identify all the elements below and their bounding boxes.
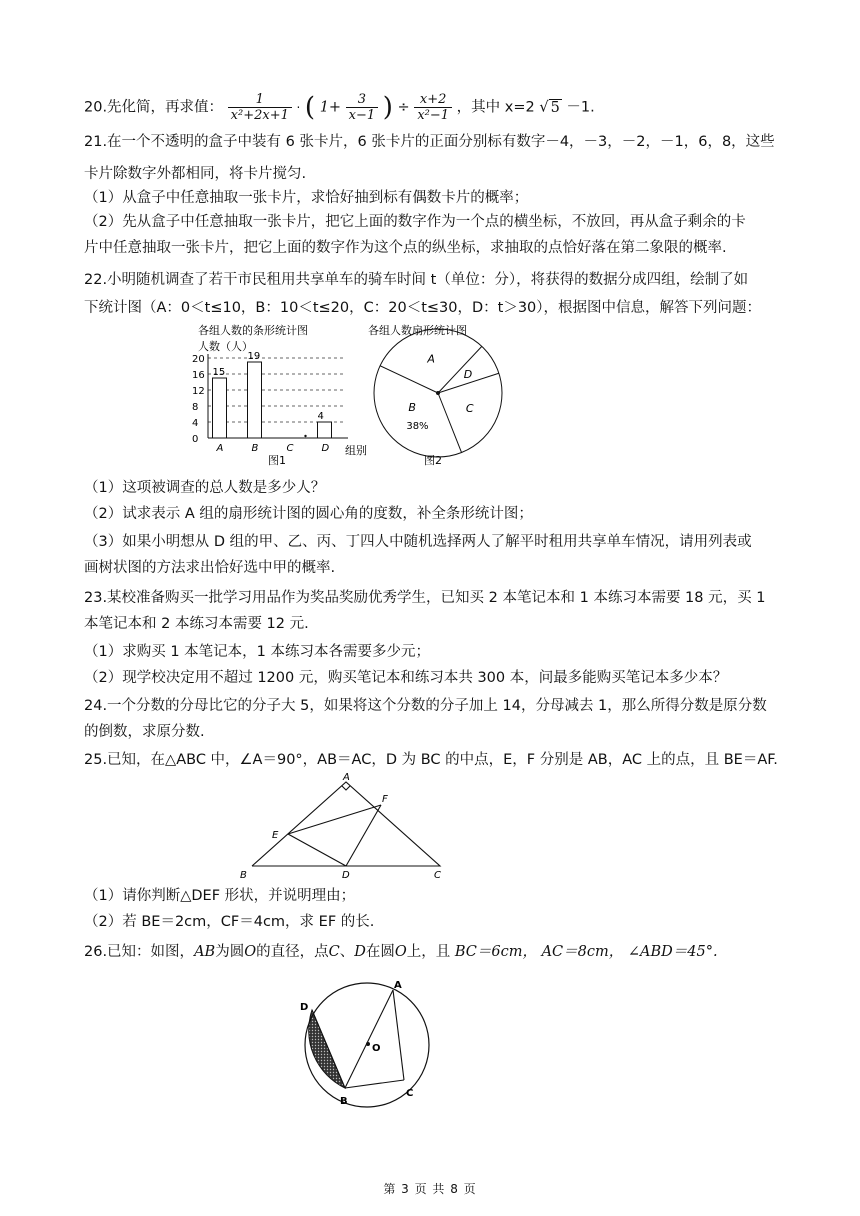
label-d: D (342, 870, 350, 881)
center-o (366, 1042, 370, 1046)
y-tick-label: 8 (192, 402, 199, 413)
y-tick-label: 0 (192, 434, 199, 445)
segment-ed (288, 834, 346, 866)
q21-part1: （1）从盒子中任意抽取一张卡片，求恰好抽到标有偶数卡片的概率； (84, 190, 529, 206)
diameter-ab (345, 990, 393, 1088)
label-c: C (434, 870, 441, 881)
q22-part3b: 画树状图的方法求出恰好选中甲的概率. (84, 560, 336, 576)
triangle-abc (252, 782, 440, 866)
q20-fraction-3: $\frac{x+2}{\text{x²−1}}$ (414, 92, 452, 123)
label-c: C (406, 1088, 414, 1099)
pie-percent-label: 38% (406, 421, 429, 433)
q25-line1: 25.已知，在△ABC 中，∠A＝90°，AB＝AC，D 为 BC 的中点，E，F 分别是 AB，AC 上的点，且 BE＝AF. (84, 752, 778, 768)
label-e: E (272, 830, 279, 841)
x-category-label: A (216, 443, 224, 454)
pie-chart-caption: 图2 (424, 454, 442, 467)
pie-slice-boundary (380, 366, 438, 393)
bar-d (318, 422, 332, 438)
y-tick-label: 12 (192, 386, 205, 397)
q23-line1: 23.某校准备购买一批学习用品作为奖品奖励优秀学生，已知买 2 本笔记本和 1 本练习本需要 18 元，买 1 (84, 590, 766, 606)
pie-chart-title: 各组人数扇形统计图 (368, 324, 467, 337)
label-b: B (340, 1096, 348, 1107)
bar-chart-xlabel: 组别 (345, 444, 367, 457)
bar-b (248, 362, 262, 438)
q21-line1: 21.在一个不透明的盒子中装有 6 张卡片，6 张卡片的正面分别标有数字－4，－3，－2，－1，6，8，这些 (84, 134, 775, 150)
triangle-figure (236, 772, 456, 884)
circle-figure (290, 972, 440, 1112)
pie-center (436, 391, 440, 395)
label-o: O (372, 1043, 381, 1054)
bar-chart-title: 各组人数的条形统计图 (198, 324, 308, 337)
label-a: A (394, 980, 402, 991)
bar-value-label: 19 (247, 351, 261, 362)
pie-label-d: D (463, 368, 473, 382)
bar-value-label: 15 (212, 367, 226, 378)
q25-part2: （2）若 BE＝2cm，CF＝4cm，求 EF 的长. (84, 914, 375, 930)
q23-part1: （1）求购买 1 本笔记本，1 本练习本各需要多少元； (84, 644, 431, 660)
q22-part3a: （3）如果小明想从 D 组的甲、乙、丙、丁四人中随机选择两人了解平时租用共享单车情况，请用列表或 (84, 534, 752, 550)
sqrt-symbol: √ 5 (539, 99, 560, 116)
page-footer: 第 3 页 共 8 页 (383, 1182, 477, 1196)
q22-part1: （1）这项被调查的总人数是多少人？ (84, 480, 326, 496)
bar-value-label: 4 (317, 411, 324, 422)
x-category-label: D (321, 443, 330, 454)
bar-a (213, 378, 227, 438)
chord-ac (393, 990, 404, 1080)
label-b: B (240, 870, 247, 881)
q26-line: 26.已知：如图，AB为圆O的直径，点C、D在圆O上，且 BC＝6cm， AC＝8cm， ∠ABD＝45°. (84, 944, 718, 960)
pie-label-b: B (408, 401, 416, 415)
label-d: D (300, 1002, 309, 1013)
bar-chart-ylabel: 人数（人） (198, 340, 253, 353)
y-tick-label: 20 (192, 354, 205, 365)
pie-label-c: C (465, 401, 474, 415)
bar-c-missing (304, 435, 306, 437)
right-angle-mark (342, 786, 350, 790)
chord-bc (345, 1080, 404, 1088)
q23-part2: （2）现学校决定用不超过 1200 元，购买笔记本和练习本共 300 本，问最多能购买笔记本多少本？ (84, 670, 728, 686)
q21-part2a: （2）先从盒子中任意抽取一张卡片，把它上面的数字作为一个点的横坐标，不放回，再从盒子剩余的卡 (84, 214, 746, 230)
q20-prefix: 20.先化简，再求值： (84, 99, 224, 116)
bar-chart-bars (213, 351, 332, 454)
q22-line2: 下统计图（A：0＜t≤10，B：10＜t≤20，C：20＜t≤30，D：t＞30），根据图中信息，解答下列问题： (84, 300, 762, 316)
x-category-label: C (286, 443, 294, 454)
bar-chart-caption: 图1 (268, 454, 286, 467)
y-tick-label: 4 (192, 418, 199, 429)
q24-line1: 24.一个分数的分母比它的分子大 5，如果将这个分数的分子加上 14，分母减去 1，那么所得分数是原分数 (84, 698, 767, 714)
q21-part2b: 片中任意抽取一张卡片，把它上面的数字作为这个点的纵坐标，求抽取的点恰好落在第二象限的概率. (84, 240, 727, 256)
bar-chart (188, 320, 368, 468)
x-category-label: B (251, 443, 259, 454)
q21-line2: 卡片除数字外都相同，将卡片搅匀. (84, 166, 307, 182)
bar-chart-yticks (192, 354, 205, 445)
q20-fraction-1: $\frac{1}{\text{x²+2x+1}}$ (228, 92, 292, 123)
pie-slice-boundary (438, 393, 462, 453)
label-f: F (382, 794, 388, 805)
q24-line2: 的倒数，求原分数. (84, 724, 205, 740)
pie-chart-slices (380, 346, 499, 452)
pie-label-a: A (427, 352, 435, 366)
q22-part2: （2）试求表示 A 组的扇形统计图的圆心角的度数，补全条形统计图； (84, 506, 533, 522)
q25-part1: （1）请你判断△DEF 形状，并说明理由； (84, 888, 356, 904)
q20-fraction-2: $\frac{3}{x-1}$ (346, 92, 379, 123)
pie-chart (360, 320, 520, 468)
q23-line2: 本笔记本和 2 本练习本需要 12 元. (84, 616, 309, 632)
y-tick-label: 16 (192, 370, 205, 381)
label-a: A (343, 772, 350, 783)
q20-line: 20.先化简，再求值： $\frac{1}{\text{x²+2x+1}}$ · ( 1+ $\frac{3}{x-1}$ ) ÷ $\frac{x+2}{\text{x²−1}}$ ，其中 x=2 √ 5 －1. (84, 92, 595, 123)
q22-line1: 22.小明随机调查了若干市民租用共享单车的骑车时间 t（单位：分），将获得的数据分成四组，绘制了如 (84, 272, 749, 288)
